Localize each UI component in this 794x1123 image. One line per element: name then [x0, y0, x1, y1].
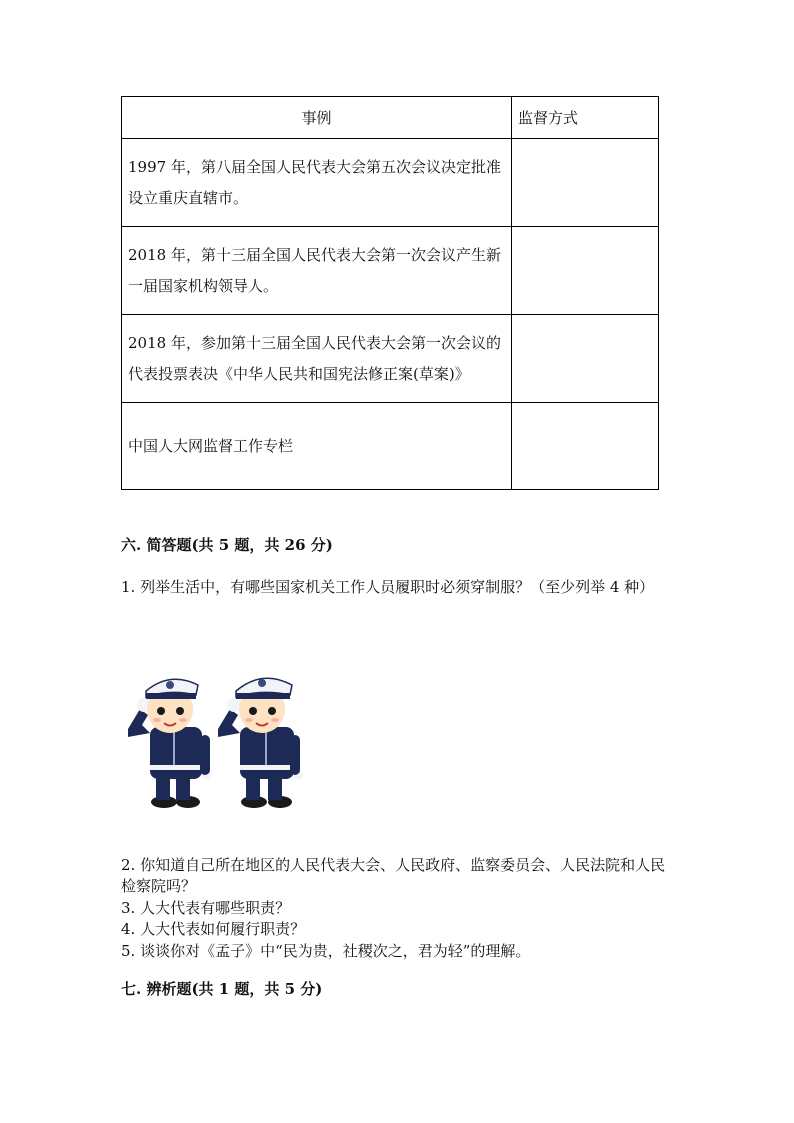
- table-row: [122, 139, 659, 227]
- table-row: [122, 315, 659, 403]
- question-2: 2. 你知道自己所在地区的人民代表大会、人民政府、监察委员会、人民法院和人民检察院吗？: [121, 856, 666, 895]
- police-officer-right: [218, 678, 303, 808]
- section-seven-title: 七. 辨析题(共 1 题，共 5 分): [121, 980, 323, 998]
- header-method: 监督方式: [512, 97, 659, 139]
- question-3: 3. 人大代表有哪些职责？: [121, 899, 291, 917]
- supervision-table: [121, 96, 659, 490]
- table-row: [122, 227, 659, 315]
- example-cell: 1997 年，第八届全国人民代表大会第五次会议决定批准设立重庆直辖市。: [122, 139, 512, 227]
- method-cell: [512, 403, 659, 490]
- example-cell: 中国人大网监督工作专栏: [122, 403, 512, 490]
- question-4: 4. 人大代表如何履行职责？: [121, 920, 306, 938]
- section-six-title: 六. 简答题(共 5 题，共 26 分): [121, 536, 333, 554]
- police-officers-illustration: [120, 665, 308, 815]
- header-example: 事例: [122, 97, 512, 139]
- method-cell: [512, 227, 659, 315]
- method-cell: [512, 139, 659, 227]
- police-officer-left: [128, 679, 212, 808]
- method-cell: [512, 315, 659, 403]
- table-row: [122, 403, 659, 490]
- table-header-row: [122, 97, 659, 139]
- example-cell: 2018 年，参加第十三届全国人民代表大会第一次会议的代表投票表决《中华人民共和国宪法修正案(草案)》: [122, 315, 512, 403]
- question-1: 1. 列举生活中，有哪些国家机关工作人员履职时必须穿制服？（至少列举 4 种）: [121, 578, 655, 596]
- question-5: 5. 谈谈你对《孟子》中“民为贵，社稷次之，君为轻”的理解。: [121, 942, 531, 960]
- example-cell: 2018 年，第十三届全国人民代表大会第一次会议产生新一届国家机构领导人。: [122, 227, 512, 315]
